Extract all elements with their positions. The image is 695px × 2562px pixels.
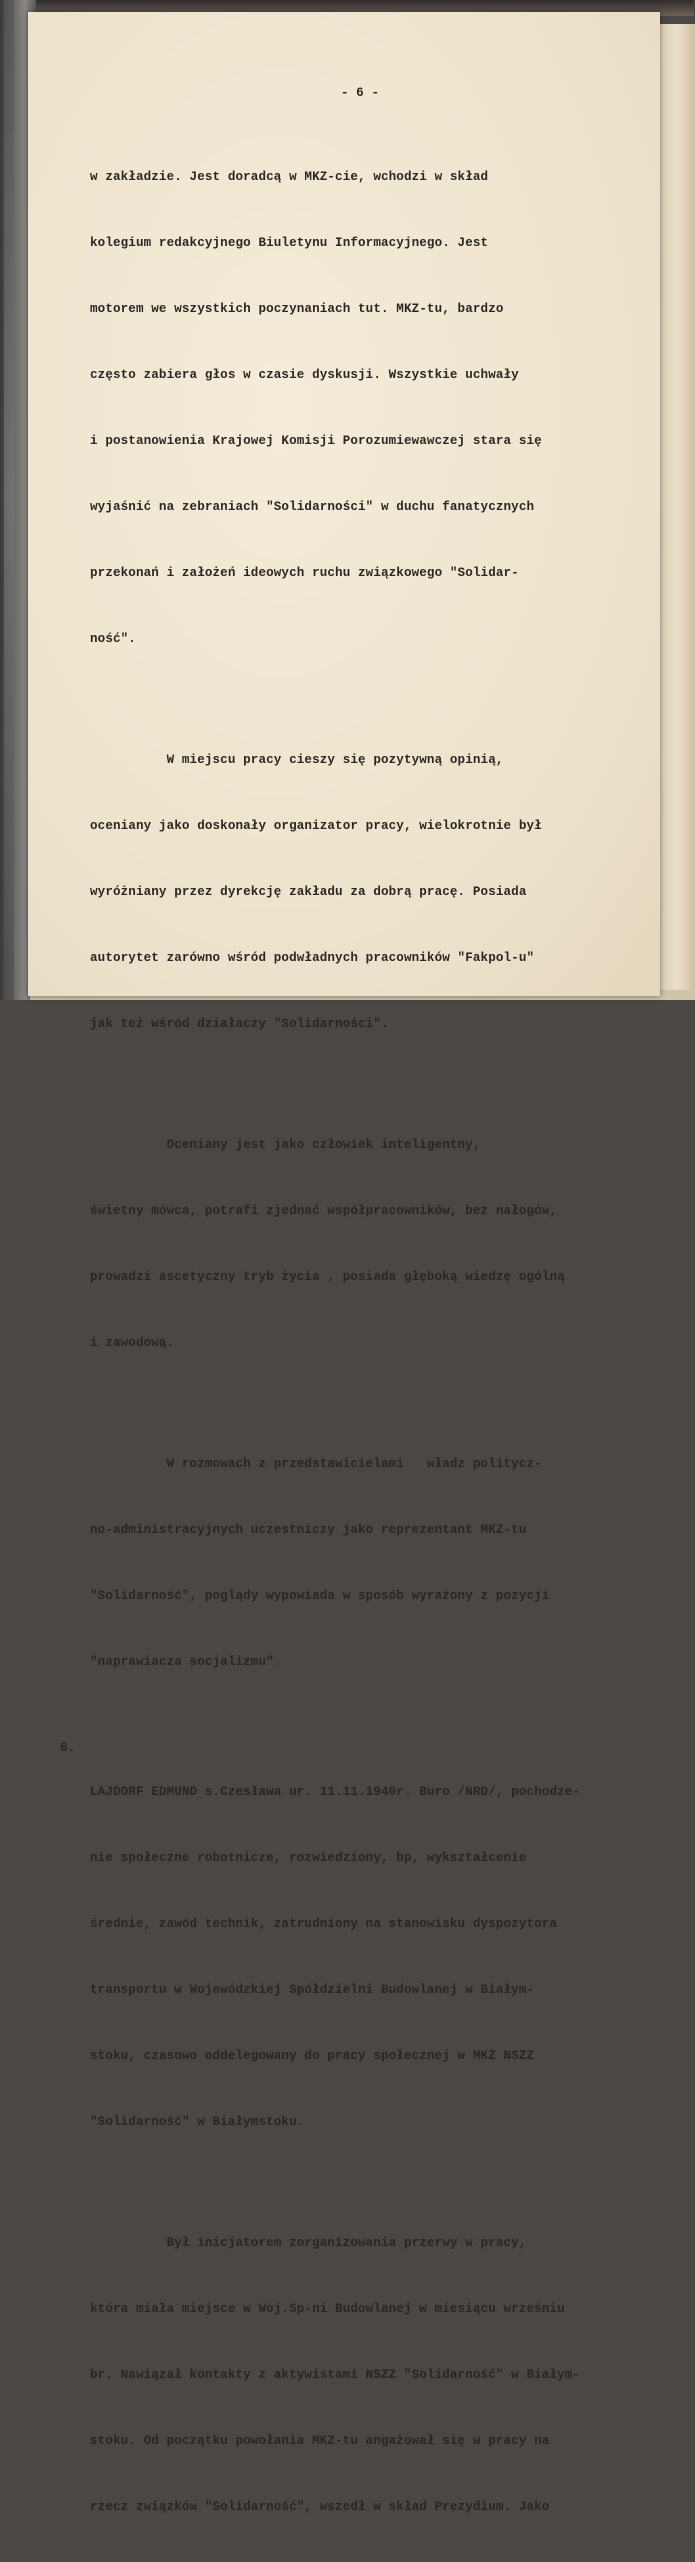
text-line: Oceniany jest jako człowiek inteligentny, bbox=[90, 1138, 481, 1152]
typewritten-document bbox=[60, 82, 620, 2562]
text-line: świetny mówca, potrafi zjednać współpracowników, bez nałogów, bbox=[90, 1204, 558, 1218]
text-line: "Solidarność", poglądy wypowiada w sposób wyrażony z pozycji bbox=[90, 1589, 550, 1603]
text-line: rzecz związków "Solidarność", wszedł w skład Prezydium. Jako bbox=[90, 2500, 550, 2514]
text-line: br. Nawiązał kontakty z aktywistami NSZZ "Solidarność" w Białym- bbox=[90, 2368, 581, 2382]
text-line: "naprawiacza socjalizmu". bbox=[90, 1655, 282, 1669]
text-line: średnie, zawód technik, zatrudniony na stanowisku dyspozytora bbox=[90, 1917, 558, 1931]
text-line: nie społeczne robotnicze, rozwiedziony, bp, wykształcenie bbox=[90, 1851, 527, 1865]
paragraph-1 bbox=[60, 122, 620, 694]
text-line: transportu w Wojewódzkiej Spółdzielni Budowlanej w Białym- bbox=[90, 1983, 535, 1997]
paragraph-2 bbox=[60, 705, 620, 1079]
text-line: wyjaśnić na zebraniach "Solidarności" w duchu fanatycznych bbox=[90, 500, 535, 514]
paragraph-4 bbox=[60, 1409, 620, 1717]
text-line: która miała miejsce w Woj.Sp-ni Budowlanej w miesiącu wrześniu bbox=[90, 2302, 565, 2316]
binder-stripe bbox=[4, 0, 14, 1000]
text-line: W miejscu pracy cieszy się pozytywną opinią, bbox=[90, 753, 504, 767]
item-6-text bbox=[60, 1737, 620, 2177]
text-line: prowadzi ascetyczny tryb życia , posiada głęboką wiedzę ogólną bbox=[90, 1270, 565, 1284]
text-line: no-administracyjnych uczestniczy jako reprezentant MKZ-tu bbox=[90, 1523, 527, 1537]
text-line: W rozmowach z przedstawicielami władz politycz- bbox=[90, 1457, 542, 1471]
text-line: przekonań i założeń ideowych ruchu związkowego "Solidar- bbox=[90, 566, 519, 580]
paragraph-3 bbox=[60, 1090, 620, 1398]
text-line: jak też wśród działaczy "Solidarności". bbox=[90, 1017, 389, 1031]
text-line: w zakładzie. Jest doradcą w MKZ-cie, wchodzi w skład bbox=[90, 170, 489, 184]
page-number: - 6 - bbox=[340, 86, 380, 100]
text-line: często zabiera głos w czasie dyskusji. Wszystkie uchwały bbox=[90, 368, 519, 382]
text-line: Był inicjatorem zorganizowania przerwy w pracy, bbox=[90, 2236, 527, 2250]
text-line: stoku. Od początku powołania MKZ-tu angażował się w pracy na bbox=[90, 2434, 550, 2448]
text-line: wyróżniany przez dyrekcję zakładu za dobrą pracę. Posiada bbox=[90, 885, 527, 899]
text-line: kolegium redakcyjnego Biuletynu Informacyjnego. Jest bbox=[90, 236, 489, 250]
numbered-item-6 bbox=[60, 1737, 620, 2177]
paragraph-5 bbox=[60, 2188, 620, 2562]
text-line: "Solidarność" w Białymstoku. bbox=[90, 2115, 305, 2129]
text-line: i zawodową. bbox=[90, 1336, 175, 1350]
text-line: autorytet zarówno wśród podwładnych pracowników "Fakpol-u" bbox=[90, 951, 535, 965]
text-line: stoku, czasowo oddelegowany do pracy społecznej w MKZ NSZZ bbox=[90, 2049, 535, 2063]
item-number: 6. bbox=[60, 1741, 76, 1755]
text-line: i postanowienia Krajowej Komisji Porozumiewawczej stara się bbox=[90, 434, 542, 448]
text-line: LAJDORF EDMUND s.Czesława ur. 11.11.1940r. Buro /NRD/, pochodze- bbox=[90, 1785, 581, 1799]
text-line: ność". bbox=[90, 632, 136, 646]
text-line: oceniany jako doskonały organizator pracy, wielokrotnie był bbox=[90, 819, 542, 833]
text-line: motorem we wszystkich poczynaniach tut. MKZ-tu, bardzo bbox=[90, 302, 504, 316]
